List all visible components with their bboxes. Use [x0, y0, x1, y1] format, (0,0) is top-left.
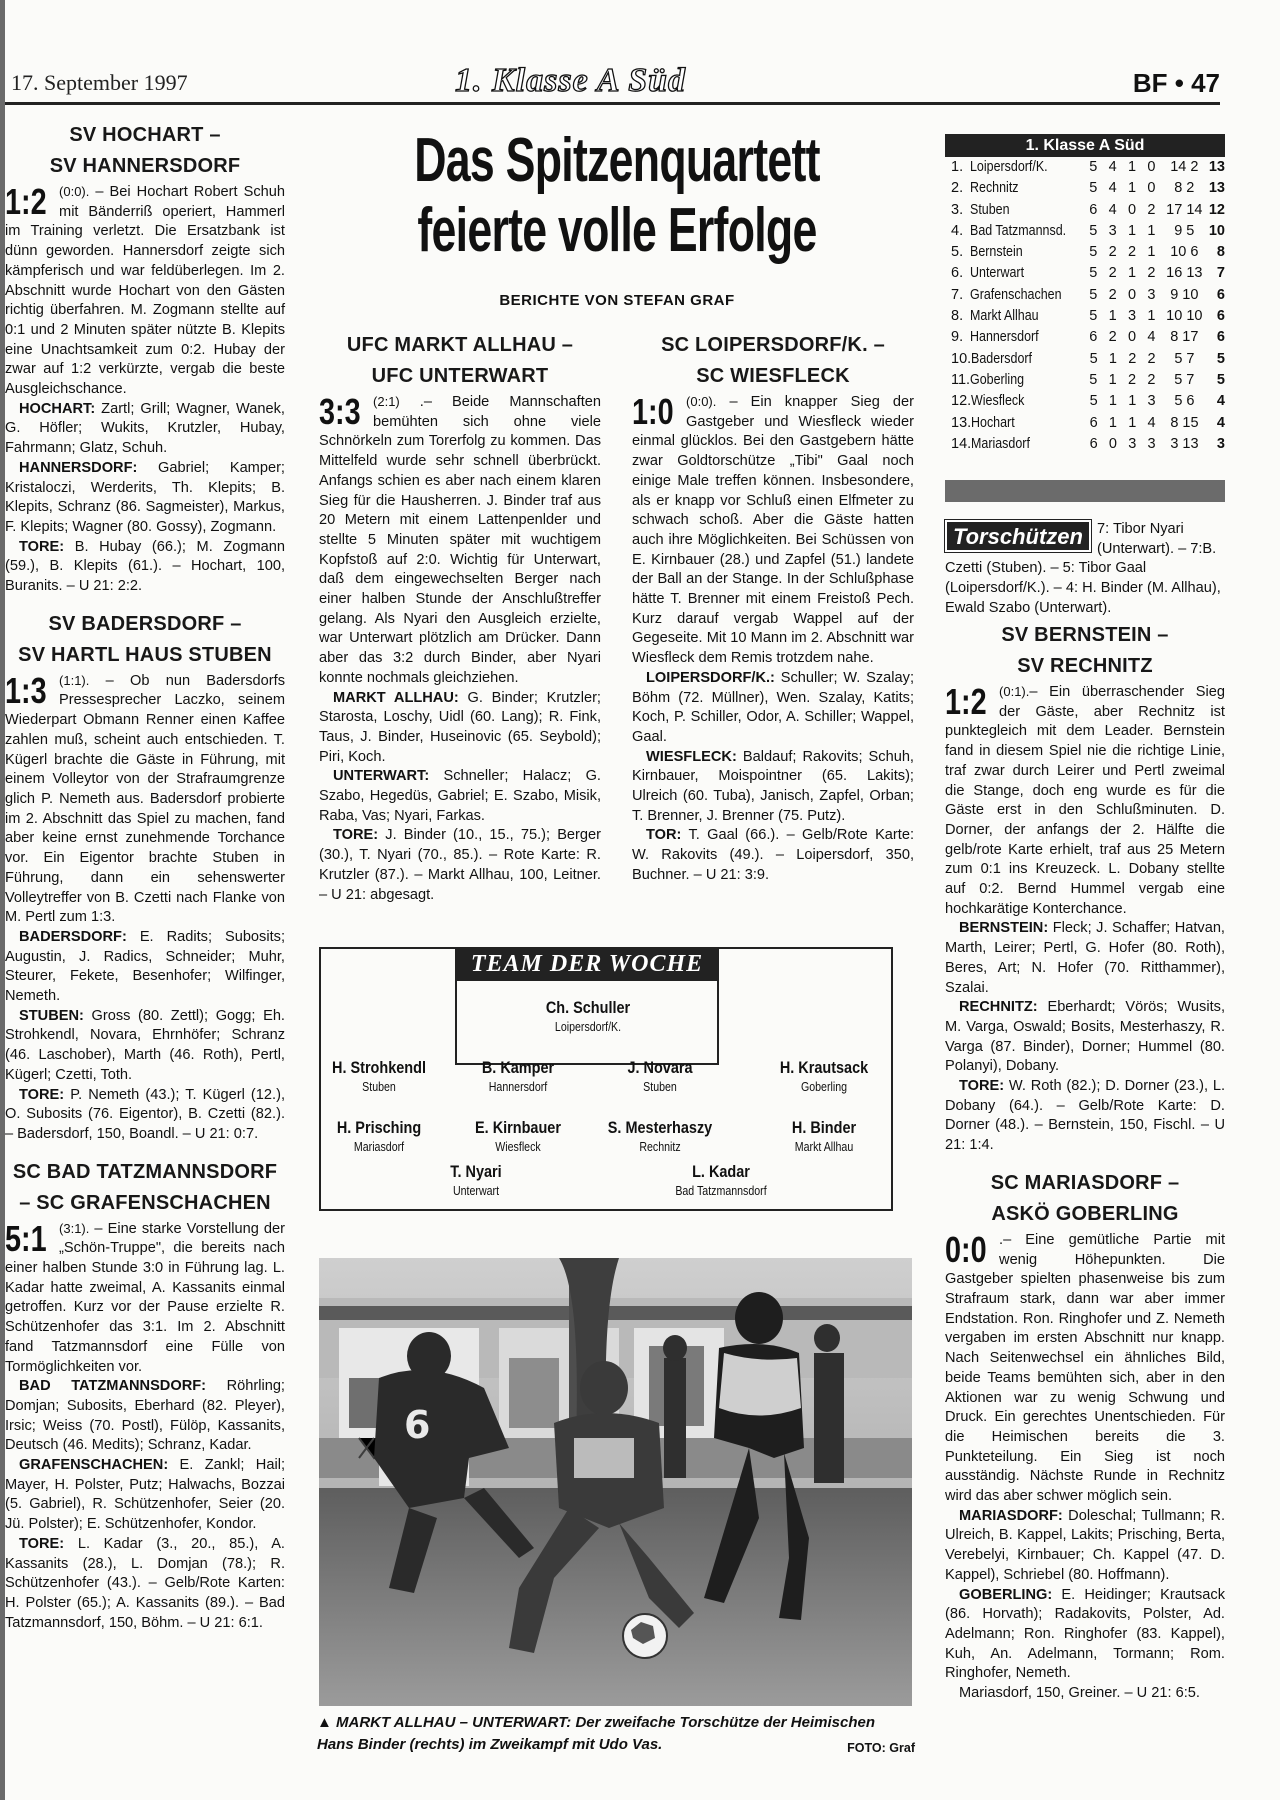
table-cell-team: Hochart	[971, 414, 1015, 431]
table-cell-pos: 14.	[951, 435, 972, 452]
table-cell-s: 4	[1108, 180, 1117, 197]
table-cell-goals: 10 10	[1166, 308, 1203, 325]
game-title: SV BADERSDORF – SV HARTL HAUS STUBEN	[18, 612, 272, 666]
table-cell-goals: 8 15	[1170, 414, 1199, 431]
table-cell-team: Wiesfleck	[971, 393, 1025, 410]
lineup: BADERSDORF: E. Radits; Subosits; Augustin, J. Radics, Schneider; Muhr, Steurer, Fekete, Besenhofer; Wilfinger, Nemeth.	[5, 928, 285, 1005]
table-cell-sp: 6	[1089, 435, 1098, 452]
table-cell-team: Markt Allhau	[970, 308, 1039, 325]
league-table	[945, 134, 1225, 455]
table-cell-n: 1	[1147, 308, 1156, 325]
table-row	[945, 306, 1225, 327]
header-rule	[5, 102, 1220, 105]
table-cell-sp: 5	[1089, 180, 1098, 197]
table-cell-team: Goberling	[970, 371, 1025, 388]
table-cell-sp: 5	[1089, 393, 1098, 410]
table-cell-goals: 5 7	[1174, 371, 1195, 388]
page-number: BF • 47	[1132, 68, 1220, 98]
table-row	[945, 370, 1225, 391]
table-cell-team: Bernstein	[970, 244, 1024, 261]
table-cell-u: 0	[1128, 201, 1137, 218]
photo-caption: ▲ MARKT ALLHAU – UNTERWART: Der zweifache Torschütze der Heimischen Hans Binder (rechts) im Zweikampf mit Udo Vas. FOTO: Graf	[317, 1712, 915, 1759]
table-cell-s: 2	[1108, 244, 1117, 261]
table-row	[945, 391, 1225, 412]
final-score: 1:0	[632, 391, 674, 432]
final-score: 5:1	[5, 1217, 47, 1259]
lineup: GRAFENSCHACHEN: E. Zankl; Hail; Mayer, H. Polster, Putz; Halwachs, Bozzai (5. Gabriel), R. Schützenhofer, Seier (20. Jü. Polster); E. Schützenhofer, Kondor.	[5, 1457, 285, 1533]
table-cell-s: 3	[1108, 222, 1117, 239]
goals-line: TOR: T. Gaal (66.). – Gelb/Rote Karte: W. Rakovits (49.). – Loipersdorf, 350, Buchner. – U 21: 3:9.	[632, 827, 914, 883]
table-cell-team: Grafenschachen	[970, 286, 1062, 303]
table-cell-sp: 5	[1089, 244, 1098, 261]
game-report: 1:2 (0:0). – Bei Hochart Robert Schuh mit Bänderriß operiert, Hammerl im Training verletzt. Die Ersatzbank ist dünn geworden. Hannersdorf zeigte sich kämpferisch und war feldüberlegen. Im 2. Abschnitt wurde Hochart von den Gästen richtig überfahren. M. Zogmann stellte auf 0:1 und 2 Minuten später nützte B. Klepits eine Unachtsamkeit zum 0:2. Hubay der zwar auf 1:2 verkürzte, vergab die beste Ausgleichschance.	[5, 181, 285, 398]
top-scorers: Torschützen 7: Tibor Nyari (Unterwart). – 7:B. Czetti (Stuben). – 5: Tibor Gaal (Loipersdorf/K.). – 4: H. Binder (M. Allhau), Ewald Szabo (Unterwart).	[945, 521, 1221, 616]
table-row	[945, 349, 1225, 370]
section-title: 1. Klasse A Süd	[455, 62, 687, 99]
table-cell-goals: 16 13	[1166, 265, 1203, 282]
column-center-right	[632, 330, 914, 886]
table-cell-u: 0	[1128, 329, 1137, 346]
table-cell-u: 3	[1128, 435, 1137, 452]
table-divider-bar	[945, 480, 1225, 502]
table-cell-u: 2	[1128, 371, 1137, 388]
table-cell-n: 2	[1147, 371, 1156, 388]
table-cell-pts: 5	[1216, 371, 1225, 388]
table-cell-team: Hannersdorf	[970, 329, 1039, 346]
table-cell-pos: 2.	[951, 180, 964, 197]
table-row	[945, 157, 1225, 178]
table-cell-n: 3	[1147, 286, 1156, 303]
table-cell-u: 1	[1128, 180, 1137, 197]
lineup: BAD TATZMANNSDORF: Röhrling; Domjan; Subosits, Eberhard (82. Pleyer), Irsic; Weiss (70. Postl), Fülöp, Kassanits, Deutsch (46. Medits); Schranz, Kadar.	[5, 1378, 285, 1454]
player-card: Ch. Schuller Loipersdorf/K.	[545, 998, 631, 1034]
table-cell-s: 1	[1108, 371, 1117, 388]
table-cell-pos: 4.	[951, 222, 964, 239]
game-report: 1:3 (1:1). – Ob nun Badersdorfs Pressesprecher Laczko, seinem Wiederpart Obmann Renner einen Kaffee zahlen muß, scheint auch entschieden. T. Kügerl brachte die Gäste in Führung, mit einem Volleytor von der Strafraumgrenze glich P. Nemeth aus. Badersdorf probierte im 2. Abschnitt das Spiel zu machen, fand aber keine ernst zunehmende Torchance vor. Ein Eigentor brachte Stuben in Führung, dann ein sehenswerter Volleytreffer von B. Czetti nach Flanke von M. Pertl zum 1:3.	[5, 669, 285, 926]
table-cell-sp: 5	[1089, 222, 1098, 239]
table-row	[945, 434, 1225, 455]
table-cell-u: 1	[1128, 393, 1137, 410]
game-report: 3:3 (2:1) .– Beide Mannschaften bemühten sich ohne viele Schnörkeln zum Torerfolg zu kommen. Das Mittelfeld wurde sehr schnell überbrückt. Anfangs schien es aber nach einem klaren Sieg für die Hausherren. J. Binder traf aus 20 Metern mit einem Lattenpenlder und stellte 5 Minuten später mit wuchtigem Kopfstoß auf 2:0. Wichtig für Unterwart, daß dem eingewechselten Berger nach einer halben Stunde der Anschlußtreffer gelang. Als Nyari den Ausgleich erzielte, war Unterwart plötzlich am Drücker. Dann aber das 3:2 durch Binder, aber Nyari konnte nochmals gleichziehen.	[319, 391, 601, 686]
table-cell-goals: 5 7	[1174, 350, 1195, 367]
match-photo-image	[319, 1258, 912, 1706]
final-score: 1:2	[5, 181, 47, 222]
table-cell-goals: 9 5	[1174, 222, 1195, 239]
table-row	[945, 178, 1225, 199]
player-card: S. Mesterhaszy Rechnitz	[607, 1118, 713, 1154]
lineup: STUBEN: Gross (80. Zettl); Gogg; Eh. Strohkendl, Novara, Ehrnhöfer; Schranz (46. Laschober), Marth (46. Roth), Pertl, Kügerl; Czetti, Toth.	[5, 1007, 285, 1083]
lineup: UNTERWART: Schneller; Halacz; G. Szabo, Hegedüs, Gabriel; E. Szabo, Misik, Raba, Vas; Nyari, Farkas.	[319, 768, 601, 824]
table-cell-n: 0	[1147, 180, 1156, 197]
lineup: HANNERSDORF: Gabriel; Kamper; Kristaloczi, Werderits, Th. Klepits; B. Klepits, Schranz (86. Sagmeister), Markus, F. Klepits; Wagner (80. Gossy), Zogmann.	[5, 459, 285, 535]
game-title: SV BERNSTEIN – SV RECHNITZ	[1001, 624, 1169, 677]
goals-line: TORE: B. Hubay (66.); M. Zogmann (59.), B. Klepits (61.). – Hochart, 100, Buranits. – U 21: 2:2.	[5, 538, 285, 595]
final-score: 0:0	[945, 1228, 987, 1270]
table-cell-n: 2	[1147, 265, 1156, 282]
table-cell-pts: 10	[1208, 222, 1225, 239]
table-row	[945, 413, 1225, 434]
table-cell-pos: 12.	[951, 393, 972, 410]
table-cell-s: 2	[1108, 286, 1117, 303]
player-card: J. Novara Stuben	[627, 1058, 693, 1094]
photo-credit: FOTO: Graf	[847, 1741, 915, 1755]
table-cell-sp: 5	[1089, 371, 1098, 388]
lineup: RECHNITZ: Eberhardt; Vörös; Wusits, M. Varga, Oswald; Bosits, Mesterhaszy, R. Varga (87. Binder), Dorner; Hummel (80. Polanyi), Dobany.	[945, 999, 1225, 1075]
table-row	[945, 263, 1225, 284]
table-cell-team: Loipersdorf/K.	[970, 159, 1049, 175]
player-card: H. Prisching Mariasdorf	[336, 1118, 422, 1154]
team-of-the-week-box	[319, 947, 893, 1211]
team-of-the-week-title: TEAM DER WOCHE	[455, 947, 719, 981]
lineup: BERNSTEIN: Fleck; J. Schaffer; Hatvan, Marth, Leirer; Pertl, G. Hofer (80. Roth), Beres, Art; N. Hofer (70. Ritthammer), Szalai.	[945, 920, 1225, 996]
goals-line: Mariasdorf, 150, Greiner. – U 21: 6:5.	[959, 1685, 1200, 1702]
table-cell-n: 1	[1147, 222, 1156, 239]
table-cell-sp: 5	[1089, 286, 1098, 303]
table-row	[945, 242, 1225, 263]
issue-date: 17. September 1997	[11, 70, 188, 95]
table-cell-sp: 6	[1089, 329, 1098, 346]
table-cell-team: Stuben	[970, 201, 1010, 218]
table-cell-sp: 5	[1089, 350, 1098, 367]
game-title: SV HOCHART – SV HANNERSDORF	[49, 124, 241, 177]
goals-line: TORE: J. Binder (10., 15., 75.); Berger (30.), T. Nyari (70., 85.). – Rote Karte: R. Krutzler (87.). – Markt Allhau, 100, Leitner. – U 21: abgesagt.	[319, 827, 601, 903]
table-cell-n: 2	[1147, 201, 1156, 218]
table-cell-pts: 6	[1216, 329, 1225, 346]
player-card: E. Kirnbauer Wiesfleck	[475, 1118, 561, 1154]
table-cell-n: 2	[1147, 350, 1156, 367]
match-photo	[319, 1258, 912, 1706]
lineup: GOBERLING: E. Heidinger; Krautsack (86. Horvath); Radakovits, Polster, Ad. Adelmann; Ron. Ringhofer (83. Kappel), Kuh, An. Adelmann, Tormann; Rom. Ringhofer, Nemeth.	[945, 1586, 1225, 1682]
game-report: 1:0 (0:0). – Ein knapper Sieg der Gastgeber und Wiesfleck wieder einmal glücklos. Bei den Gastgebern hätte zwar Goldtorschütze „Tibi" Gaal noch einige Male treffen können. Insbesondere, als er knapp vor Schluß einen Elfmeter zu schwach schoß. Aber die Gäste hatten auch ihre Möglichkeiten. Bei Schüssen von E. Kirnbauer (28.) und Zapfel (51.) landete der Ball an der Stange. In der Schlußphase hätte T. Brenner mit einem Freistoß Pech. Kurz darauf vergab Wappel auf der Gegeseite. Mit 10 Mann im 2. Abschnitt war Wiesfleck dem Remis trotzdem nahe.	[632, 391, 914, 667]
final-score: 3:3	[319, 391, 361, 432]
table-row	[945, 327, 1225, 348]
lineup: WIESFLECK: Baldauf; Rakovits; Schuh, Kirnbauer, Moispointner (65. Lakits); Ulreich (60. Tuba), Janisch, Zapfel, Orban; T. Brenner, J. Brenner (75. Putz).	[632, 748, 914, 824]
game-report: 0:0 .– Eine gemütliche Partie mit wenig Höhepunkten. Die Gastgeber spielten phasenweise bis zum Strafraum stark, dann war aber immer Endstation. Ron. Ringhofer und Z. Nemeth vergaben im ersten Abschnitt nur knapp. Nach Seitenwechsel ein ähnliches Bild, beide Teams bemühten sich, aber in den Aktionen war zu wenig Schwung und Druck. Ein gerechtes Unentschieden. Für die Heimischen bereits die 3. Punkteteilung. Ein Sieg ist noch ausständig. Nächste Runde in Rechnitz wird das aber schwer möglich sein.	[945, 1228, 1225, 1505]
player-card: L. Kadar Bad Tatzmannsdorf	[675, 1162, 767, 1198]
table-cell-s: 2	[1108, 265, 1117, 282]
table-cell-s: 1	[1108, 414, 1117, 431]
table-cell-pts: 6	[1216, 308, 1225, 325]
table-cell-team: Badersdorf	[971, 350, 1033, 367]
table-cell-team: Mariasdorf	[971, 435, 1030, 452]
table-cell-n: 4	[1147, 414, 1156, 431]
table-cell-pos: 7.	[951, 286, 964, 303]
table-cell-s: 2	[1108, 329, 1117, 346]
player-card: H. Strohkendl Stuben	[332, 1058, 426, 1094]
table-row	[945, 221, 1225, 242]
game-report: 1:2 (0:1).– Ein überraschender Sieg der Gäste, aber Rechnitz ist punktegleich mit dem Leader. Bernstein fand in diesem Spiel nie die richtige Linie, traf zwar durch Leirer und Pertl zweimal die Stange, doch eng wurde es für die Gäste erst in den Schlußminuten. D. Dorner, der anfangs der 2. Hälfte die gelb/rote Karte erhielt, traf aus 25 Metern zum 0:1 ins Kreuzeck. L. Dobany stellte auf 0:2. Bernd Hummel vergab eine hochkarätige Konterchance.	[945, 681, 1225, 917]
table-cell-pos: 9.	[951, 329, 964, 346]
game-title: UFC MARKT ALLHAU – UFC UNTERWART	[346, 334, 574, 387]
table-cell-pts: 8	[1216, 244, 1225, 261]
table-cell-u: 3	[1128, 308, 1137, 325]
final-score: 1:2	[945, 681, 987, 722]
table-cell-pts: 4	[1216, 393, 1225, 410]
table-cell-team: Bad Tatzmannsd.	[970, 222, 1067, 239]
game-title: SC BAD TATZMANNSDORF – SC GRAFENSCHACHEN	[12, 1160, 278, 1214]
table-cell-goals: 9 10	[1170, 286, 1199, 303]
table-cell-team: Unterwart	[970, 265, 1025, 282]
table-cell-pts: 5	[1216, 350, 1225, 367]
table-cell-goals: 8 17	[1170, 329, 1199, 346]
table-cell-pts: 6	[1216, 286, 1225, 303]
table-cell-pts: 3	[1216, 435, 1225, 452]
game-report: 5:1 (3:1). – Eine starke Vorstellung der „Schön-Truppe", die bereits nach einer halben Stunde 3:0 in Führung lag. L. Kadar hatte zweimal, A. Kassanits einmal getroffen. Kurz vor der Pause erzielte R. Schützenhofer das 3:1. Im 2. Abschnitt fand Tatzmannsdorf eine Fülle von Tormöglichkeiten vor.	[5, 1217, 285, 1375]
table-cell-sp: 5	[1089, 159, 1098, 175]
player-card: T. Nyari Unterwart	[450, 1162, 502, 1198]
table-cell-sp: 5	[1089, 308, 1098, 325]
table-row	[945, 285, 1225, 306]
player-card: H. Binder Markt Allhau	[791, 1118, 857, 1154]
lineup: HOCHART: Zartl; Grill; Wagner, Wanek, G. Höfler; Wukits, Krutzler, Hubay, Fahrmann; Glatz, Schuh.	[5, 400, 285, 457]
table-cell-pos: 5.	[951, 244, 964, 261]
table-cell-n: 1	[1147, 244, 1156, 261]
table-cell-pts: 4	[1216, 414, 1225, 431]
table-cell-u: 2	[1128, 350, 1137, 367]
table-cell-goals: 17 14	[1166, 201, 1203, 218]
table-cell-s: 1	[1108, 308, 1117, 325]
byline: BERICHTE VON STEFAN GRAF	[499, 292, 735, 309]
goals-line: TORE: W. Roth (82.); D. Dorner (23.), L. Dobany (64.). – Gelb/Rote Karte: D. Dorner (48.). – Bernstein, 150, Fischl. – U 21: 1:4.	[945, 1078, 1225, 1154]
final-score: 1:3	[5, 669, 47, 711]
goals-line: TORE: P. Nemeth (43.); T. Kügerl (12.), O. Subosits (76. Eigentor), B. Czetti (82.). – Badersdorf, 150, Boandl. – U 21: 0:7.	[5, 1086, 285, 1142]
table-cell-goals: 3 13	[1170, 435, 1199, 452]
table-cell-pos: 10.	[951, 350, 972, 367]
column-left	[5, 120, 285, 1633]
table-cell-pts: 13	[1208, 180, 1225, 197]
table-cell-pos: 11.	[951, 371, 971, 388]
table-cell-goals: 8 2	[1174, 180, 1195, 197]
table-cell-n: 4	[1147, 329, 1156, 346]
table-cell-pos: 3.	[951, 201, 964, 218]
table-cell-s: 4	[1108, 201, 1117, 218]
table-cell-s: 1	[1108, 393, 1117, 410]
league-table-title: 1. Klasse A Süd	[945, 134, 1225, 157]
lineup: MARKT ALLHAU: G. Binder; Krutzler; Starosta, Loschy, Uidl (60. Lang); R. Fink, Taus, J. Binder, Huseinovic (65. Seybold); Piri, Koch.	[319, 689, 601, 765]
player-card: B. Kamper Hannersdorf	[481, 1058, 555, 1094]
table-cell-sp: 5	[1089, 265, 1098, 282]
table-cell-u: 1	[1128, 222, 1137, 239]
table-cell-u: 1	[1128, 159, 1137, 175]
table-cell-goals: 14 2	[1170, 159, 1199, 175]
table-cell-u: 1	[1128, 265, 1137, 282]
table-cell-n: 3	[1147, 393, 1156, 410]
table-cell-pts: 7	[1216, 265, 1225, 282]
table-cell-sp: 6	[1089, 414, 1098, 431]
table-cell-sp: 6	[1089, 201, 1098, 218]
game-title: SC LOIPERSDORF/K. – SC WIESFLECK	[661, 334, 885, 387]
table-cell-n: 0	[1147, 159, 1156, 175]
column-center-left	[319, 330, 601, 905]
jersey-number: 6	[404, 1403, 431, 1447]
table-cell-u: 0	[1128, 286, 1137, 303]
player-card: H. Krautsack Goberling	[779, 1058, 869, 1094]
table-cell-team: Rechnitz	[970, 180, 1019, 197]
table-cell-s: 0	[1108, 435, 1117, 452]
table-cell-u: 2	[1128, 244, 1137, 261]
table-cell-n: 3	[1147, 435, 1156, 452]
table-cell-goals: 5 6	[1174, 393, 1195, 410]
main-headline: Das Spitzenquartett feierte volle Erfolge	[414, 126, 820, 265]
table-cell-pos: 13.	[951, 414, 972, 431]
column-right	[945, 620, 1225, 1704]
lineup: MARIASDORF: Doleschal; Tullmann; R. Ulreich, B. Kappel, Lakits; Prisching, Berta, Verebelyi, Kirnbauer; Ch. Kappel (47. D. Kappel), Schriebel (80. Hoffmann).	[945, 1507, 1225, 1583]
table-row	[945, 200, 1225, 221]
table-cell-pts: 12	[1208, 201, 1225, 218]
game-title: SC MARIASDORF – ASKÖ GOBERLING	[990, 1171, 1180, 1225]
table-cell-pos: 8.	[951, 308, 964, 325]
goals-line: TORE: L. Kadar (3., 20., 85.), A. Kassanits (28.), L. Domjan (78.); R. Schützenhofer (43.). – Gelb/Rote Karten: H. Polster (65.); A. Kassanits (89.). – Bad Tatzmannsdorf, 150, Böhm. – U 21: 6:1.	[5, 1535, 285, 1631]
lineup: LOIPERSDORF/K.: Schuller; W. Szalay; Böhm (72. Müllner), Wen. Szalay, Katits; Koch, P. Schiller, Odor, A. Schiller; Wappel, Gaal.	[632, 669, 914, 745]
table-cell-s: 1	[1108, 350, 1117, 367]
table-cell-pos: 6.	[951, 265, 964, 282]
table-cell-pos: 1.	[951, 159, 964, 175]
top-scorers-badge: Torschützen	[945, 520, 1091, 552]
table-cell-goals: 10 6	[1170, 244, 1199, 261]
table-cell-pts: 13	[1208, 159, 1225, 175]
table-cell-s: 4	[1108, 159, 1117, 175]
table-cell-u: 1	[1128, 414, 1137, 431]
